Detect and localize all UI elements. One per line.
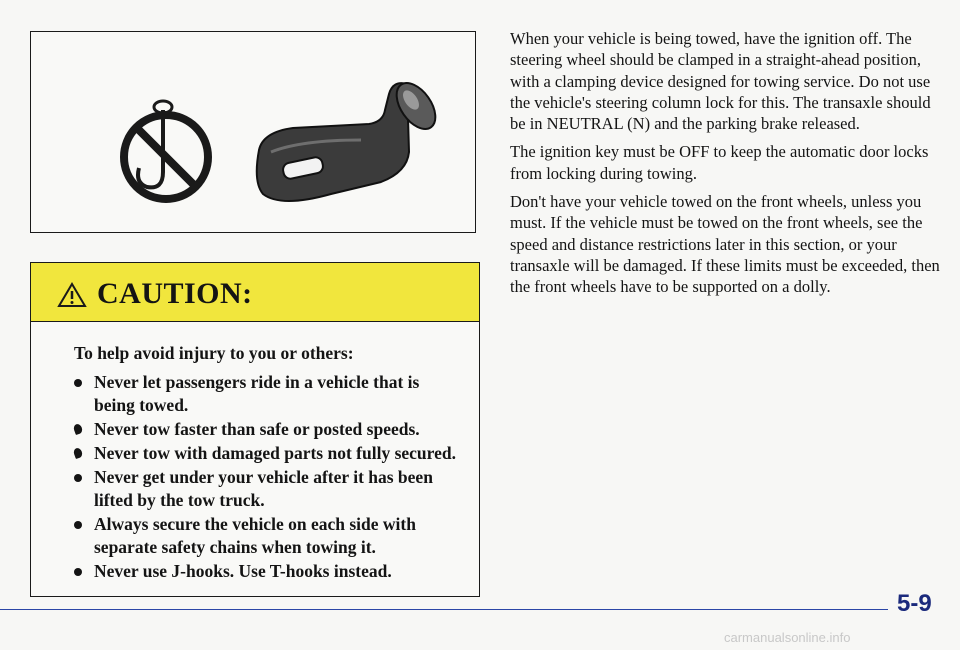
towing-hook-figure <box>30 31 476 233</box>
bullet-dot-icon <box>74 379 82 387</box>
bullet-leaf-icon <box>73 447 84 459</box>
list-item <box>31 418 479 441</box>
page-number: 5-9 <box>897 590 932 617</box>
bullet-dot-icon <box>74 521 82 529</box>
figure-illustration <box>31 32 477 234</box>
body-paragraph: The ignition key must be OFF to keep the automatic door locks from locking during towing. <box>510 142 929 183</box>
caution-box <box>30 262 480 597</box>
t-hook-icon <box>257 76 443 201</box>
body-text-column <box>510 28 940 305</box>
body-paragraph: Don't have your vehicle towed on the front wheels, unless you must. If the vehicle must be towed on the front wheels, see the speed and distance restrictions later in this section, or your transaxle will be damaged. If these limits must be exceeded, then the front wheels have to be supported on a dolly. <box>510 192 940 297</box>
bullet-dot-icon <box>74 474 82 482</box>
list-item <box>31 371 479 417</box>
watermark: carmanualsonline.info <box>724 630 851 645</box>
list-item-text: Never let passengers ride in a vehicle that is being towed. <box>94 372 420 415</box>
list-item <box>31 442 479 465</box>
list-item-text: Always secure the vehicle on each side with separate safety chains when towing it. <box>94 514 416 557</box>
caution-header <box>31 263 479 322</box>
caution-list <box>31 371 479 583</box>
list-item <box>31 513 479 559</box>
body-paragraph: When your vehicle is being towed, have the ignition off. The steering wheel should be clamped in a straight-ahead position, with a clamping device designed for towing service. Do not use the vehicle's steering column lock for this. The transaxle should be in NEUTRAL (N) and the parking brake released. <box>510 29 931 134</box>
footer-rule <box>0 609 888 610</box>
list-item-text: Never use J-hooks. Use T-hooks instead. <box>94 561 392 581</box>
warning-triangle-icon <box>57 282 87 313</box>
list-item-text: Never get under your vehicle after it has been lifted by the tow truck. <box>94 467 433 510</box>
no-j-hook-icon <box>124 101 208 199</box>
list-item-text: Never tow with damaged parts not fully secured. <box>94 443 456 463</box>
list-item <box>31 466 479 512</box>
bullet-leaf-icon <box>73 423 84 435</box>
list-item-text: Never tow faster than safe or posted speeds. <box>94 419 420 439</box>
list-item <box>31 560 479 583</box>
caution-intro: To help avoid injury to you or others: <box>74 343 354 363</box>
bullet-dot-icon <box>74 568 82 576</box>
caution-title: CAUTION: <box>97 277 253 310</box>
